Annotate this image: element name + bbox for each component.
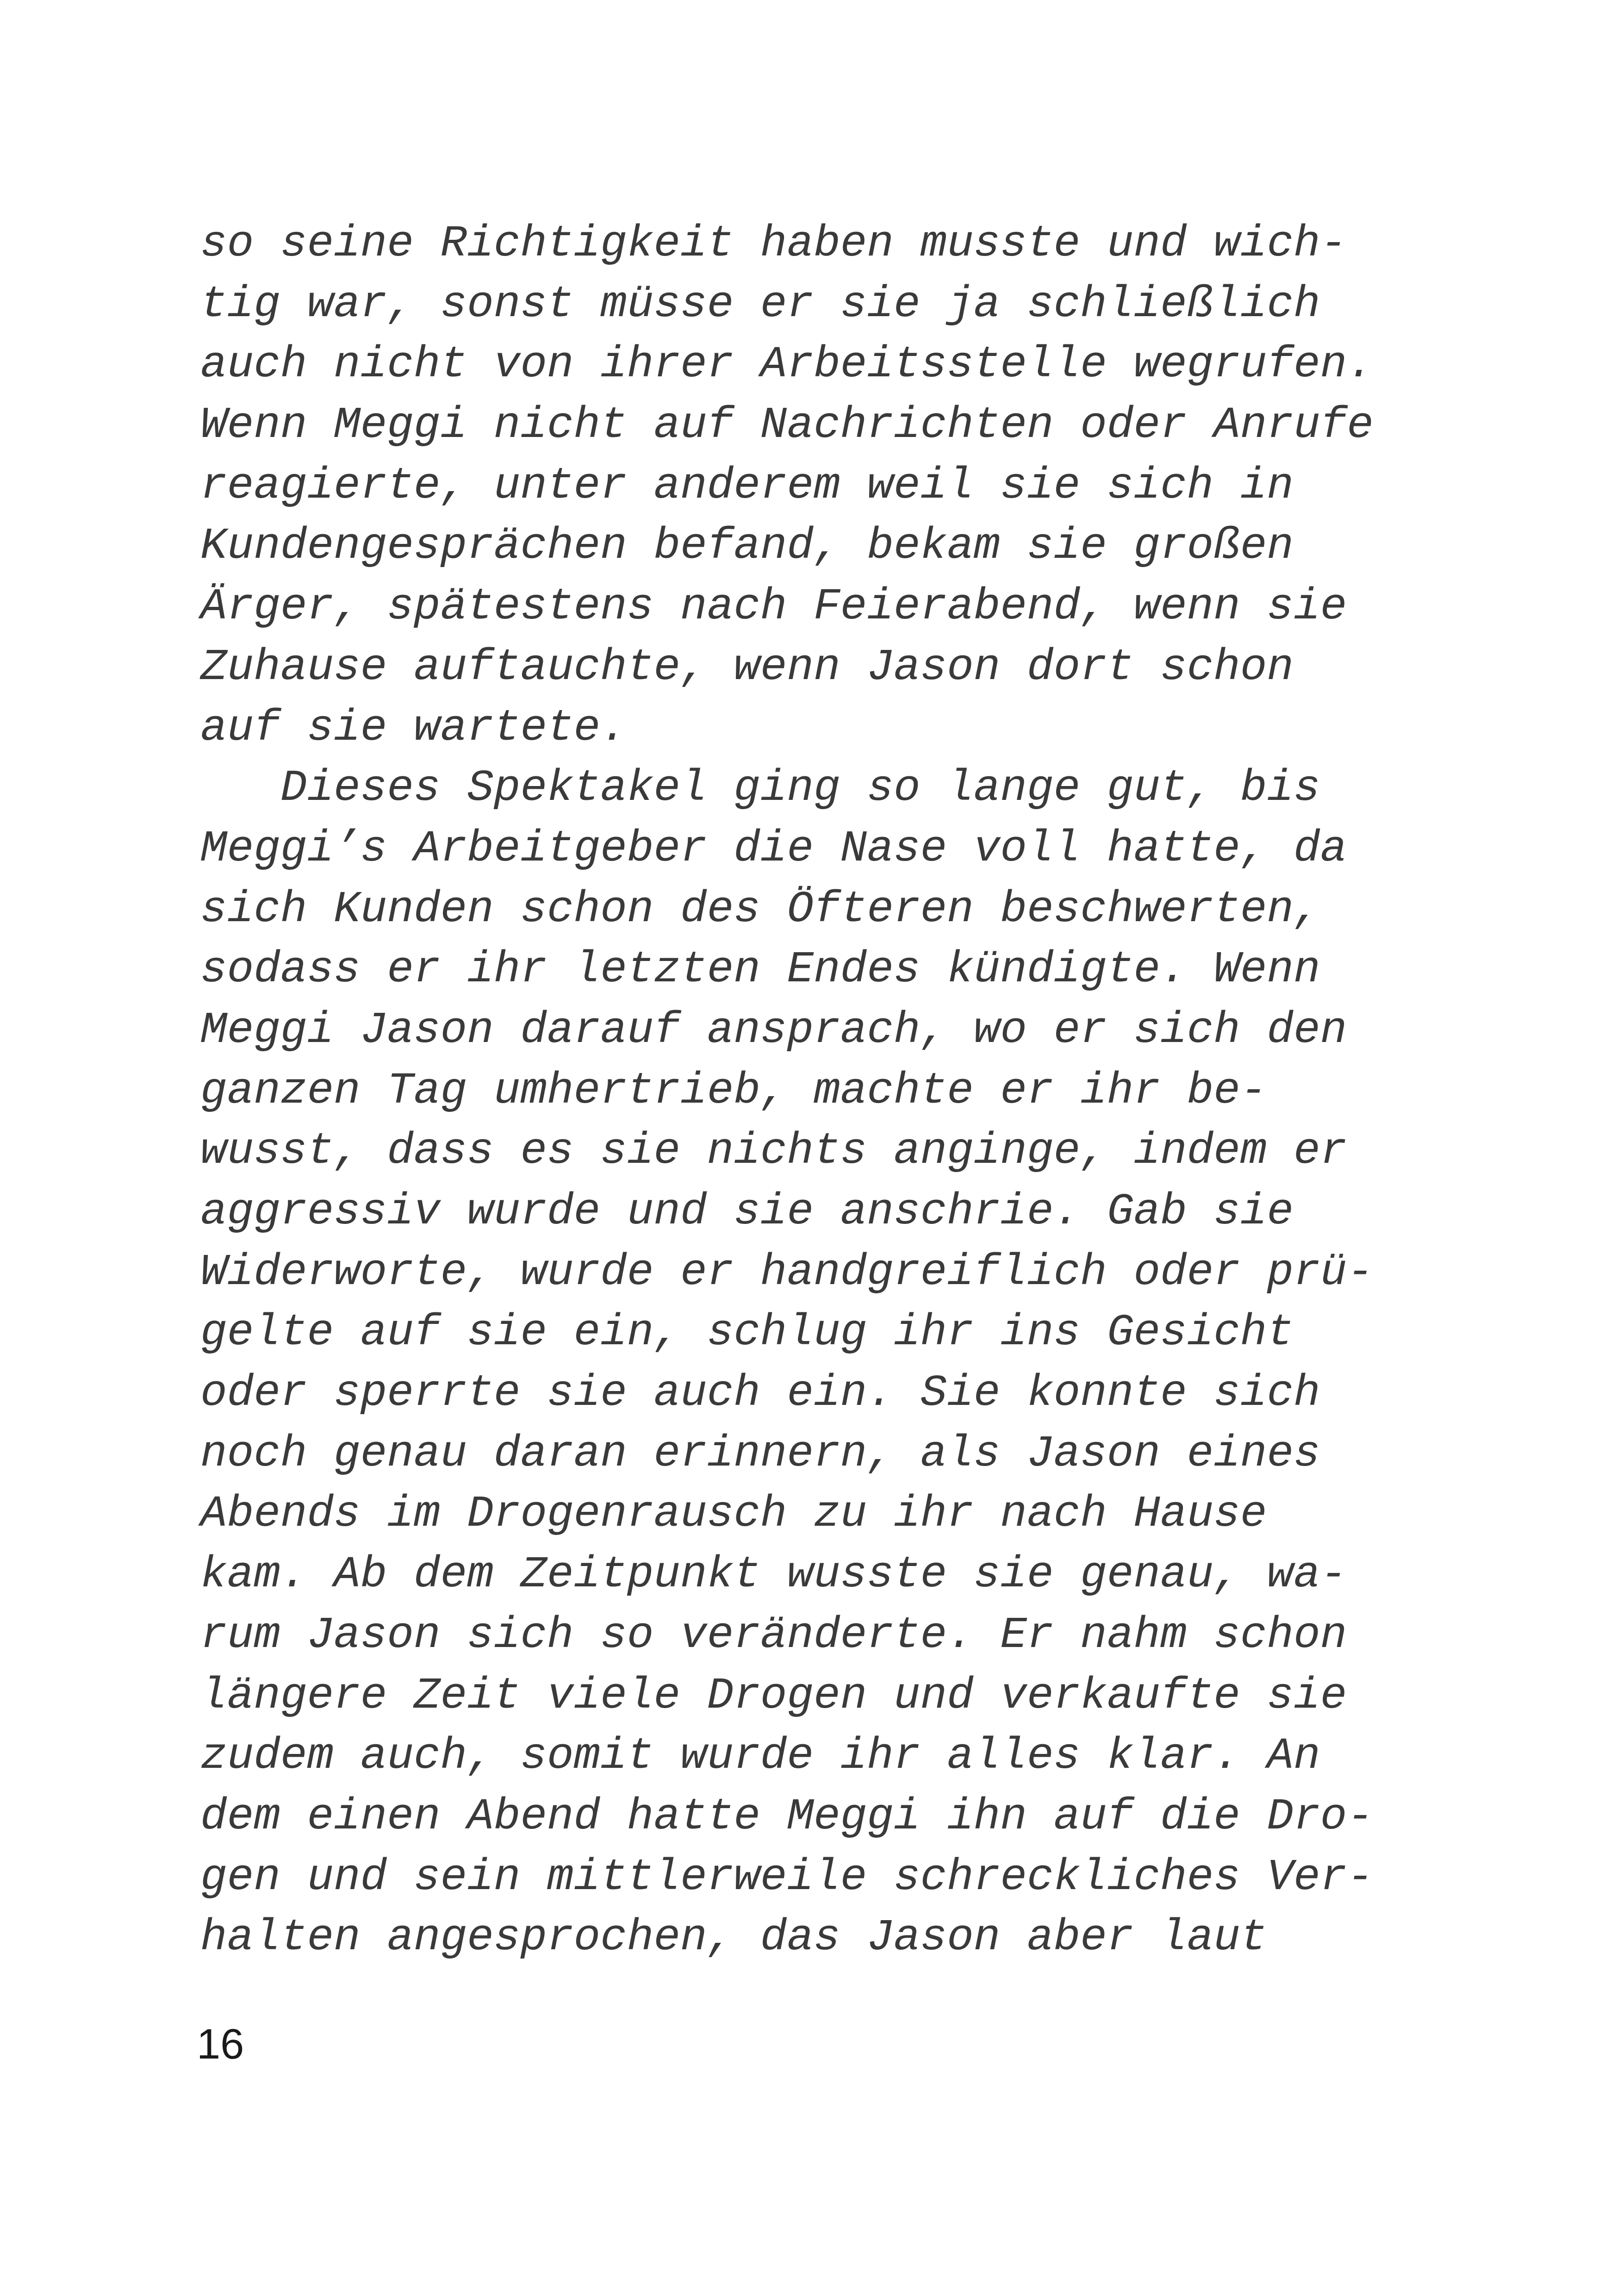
text-line: kam. Ab dem Zeitpunkt wusste sie genau, wa- — [200, 1549, 1347, 1600]
text-line: zudem auch, somit wurde ihr alles klar. An — [200, 1731, 1320, 1782]
page-number: 16 — [197, 2021, 244, 2068]
text-line: sodass er ihr letzten Endes kündigte. Wenn — [200, 944, 1320, 995]
text-line: tig war, sonst müsse er sie ja schließlich — [200, 279, 1320, 330]
text-line: rum Jason sich so veränderte. Er nahm schon — [200, 1610, 1347, 1660]
text-line: Kundengesprächen befand, bekam sie großen — [200, 521, 1294, 572]
text-line: auf sie wartete. — [200, 702, 627, 753]
text-line: auch nicht von ihrer Arbeitsstelle wegrufen. — [200, 339, 1374, 390]
text-line: Abends im Drogenrausch zu ihr nach Hause — [200, 1489, 1267, 1540]
text-line: Widerworte, wurde er handgreiflich oder prü- — [200, 1247, 1374, 1298]
text-line: halten angesprochen, das Jason aber laut — [200, 1912, 1267, 1963]
text-line: dem einen Abend hatte Meggi ihn auf die Dro- — [200, 1791, 1374, 1842]
text-line: ganzen Tag umhertrieb, machte er ihr be- — [200, 1065, 1267, 1116]
text-line: aggressiv wurde und sie anschrie. Gab sie — [200, 1186, 1294, 1237]
body-text — [200, 214, 1450, 1968]
text-line: Zuhause auftauchte, wenn Jason dort schon — [200, 642, 1294, 693]
text-line: Ärger, spätestens nach Feierabend, wenn sie — [200, 581, 1347, 632]
text-line: sich Kunden schon des Öfteren beschwerten, — [200, 884, 1320, 935]
text-line: wusst, dass es sie nichts anginge, indem er — [200, 1126, 1347, 1177]
text-line: längere Zeit viele Drogen und verkaufte sie — [200, 1670, 1347, 1721]
text-line: Meggi’s Arbeitgeber die Nase voll hatte, da — [200, 823, 1347, 874]
text-line: Meggi Jason darauf ansprach, wo er sich den — [200, 1004, 1347, 1055]
text-line: gelte auf sie ein, schlug ihr ins Gesicht — [200, 1307, 1294, 1358]
text-line: oder sperrte sie auch ein. Sie konnte sich — [200, 1368, 1320, 1419]
text-line: Wenn Meggi nicht auf Nachrichten oder Anrufe — [200, 400, 1374, 451]
text-line: so seine Richtigkeit haben musste und wich- — [200, 218, 1347, 269]
text-line: gen und sein mittlerweile schreckliches Ver- — [200, 1852, 1374, 1903]
text-line: reagierte, unter anderem weil sie sich in — [200, 460, 1294, 511]
text-line: noch genau daran erinnern, als Jason eines — [200, 1428, 1320, 1479]
text-line: Dieses Spektakel ging so lange gut, bis — [200, 763, 1320, 814]
